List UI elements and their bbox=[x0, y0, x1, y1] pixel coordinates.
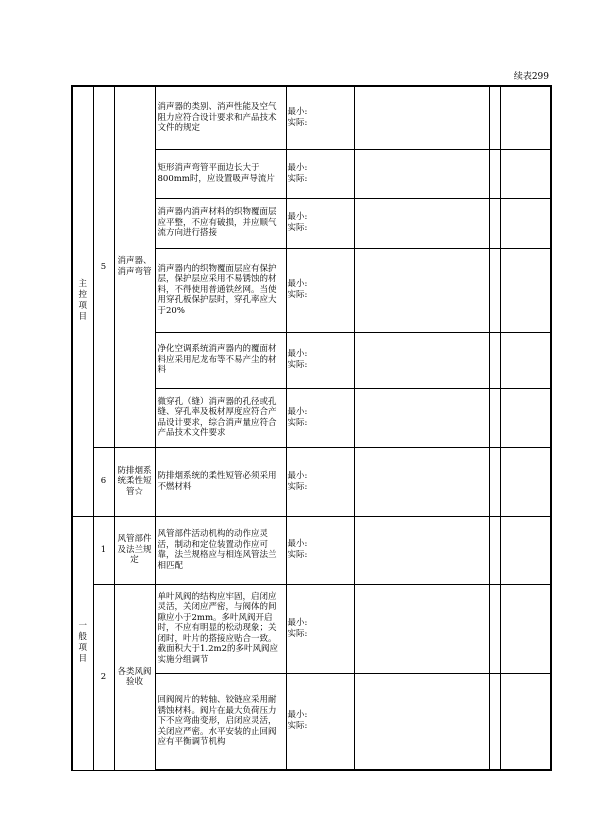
group-name: 各类风阀验收 bbox=[114, 584, 155, 770]
continued-table-label: 续表299 bbox=[513, 72, 549, 82]
table-row bbox=[72, 516, 551, 584]
group-number: 5 bbox=[93, 86, 114, 447]
check-cell: 最小: 实际: bbox=[286, 584, 354, 673]
result-cell[interactable] bbox=[354, 673, 489, 770]
result-cell[interactable] bbox=[354, 388, 489, 447]
requirement-text: 回阀阀片的转轴、铰链应采用耐锈蚀材料。阀片在最大负荷压力下不应弯曲变形，启闭应灵活，关闭应严密。水平安装的止回阀应有平衡调节机构 bbox=[155, 673, 286, 770]
result-cell[interactable] bbox=[354, 149, 489, 198]
mark-cell[interactable] bbox=[489, 332, 500, 388]
table-row bbox=[72, 447, 551, 516]
mark-cell[interactable] bbox=[489, 516, 500, 584]
check-cell: 最小: 实际: bbox=[286, 248, 354, 332]
mark-cell[interactable] bbox=[489, 86, 500, 149]
category-main-control: 主控项目 bbox=[72, 86, 93, 516]
result-cell[interactable] bbox=[354, 447, 489, 516]
remark-cell[interactable] bbox=[500, 198, 551, 248]
mark-cell[interactable] bbox=[489, 447, 500, 516]
result-cell[interactable] bbox=[354, 584, 489, 673]
requirement-text: 矩形消声弯管平面边长大于800mm时，应设置吸声导流片 bbox=[155, 149, 286, 198]
check-cell: 最小: 实际: bbox=[286, 198, 354, 248]
mark-cell[interactable] bbox=[489, 584, 500, 673]
check-cell: 最小: 实际: bbox=[286, 673, 354, 770]
check-cell: 最小: 实际: bbox=[286, 149, 354, 198]
requirement-text: 消声器内消声材料的织物覆面层应平整，不应有破损，并应顺气流方向进行搭接 bbox=[155, 198, 286, 248]
group-name: 风管部件及法兰规定 bbox=[114, 516, 155, 584]
check-cell: 最小: 实际: bbox=[286, 447, 354, 516]
mark-cell[interactable] bbox=[489, 149, 500, 198]
table-row bbox=[72, 584, 551, 673]
check-cell: 最小: 实际: bbox=[286, 516, 354, 584]
result-cell[interactable] bbox=[354, 198, 489, 248]
remark-cell[interactable] bbox=[500, 86, 551, 149]
result-cell[interactable] bbox=[354, 248, 489, 332]
requirement-text: 净化空调系统消声器内的覆面材料应采用尼龙布等不易产尘的材料 bbox=[155, 332, 286, 388]
remark-cell[interactable] bbox=[500, 388, 551, 447]
remark-cell[interactable] bbox=[500, 673, 551, 770]
requirement-text: 微穿孔（缝）消声器的孔径或孔缝、穿孔率及板材厚度应符合产品设计要求，综合消声量应符合产品技术文件要求 bbox=[155, 388, 286, 447]
requirement-text: 消声器的类别、消声性能及空气阻力应符合设计要求和产品技术文件的规定 bbox=[155, 86, 286, 149]
result-cell[interactable] bbox=[354, 332, 489, 388]
inspection-table bbox=[71, 85, 552, 771]
group-name: 消声器、消声弯管 bbox=[114, 86, 155, 447]
mark-cell[interactable] bbox=[489, 198, 500, 248]
remark-cell[interactable] bbox=[500, 332, 551, 388]
requirement-text: 防排烟系统的柔性短管必须采用不燃材料 bbox=[155, 447, 286, 516]
remark-cell[interactable] bbox=[500, 584, 551, 673]
remark-cell[interactable] bbox=[500, 149, 551, 198]
group-number: 6 bbox=[93, 447, 114, 516]
mark-cell[interactable] bbox=[489, 248, 500, 332]
result-cell[interactable] bbox=[354, 516, 489, 584]
requirement-text: 单叶风阀的结构应牢固，启闭应灵活，关闭应严密，与阀体的间隙应小于2mm。多叶风阀开启时，不应有明显的松动现象；关闭时，叶片的搭接应贴合一致。截面积大于1.2m2的多叶风阀应实施分组调节 bbox=[155, 584, 286, 673]
check-cell: 最小: 实际: bbox=[286, 86, 354, 149]
check-cell: 最小: 实际: bbox=[286, 332, 354, 388]
requirement-text: 消声器内的织物覆面层应有保护层，保护层应采用不易锈蚀的材料，不得使用普通铁丝网。当使用穿孔板保护层时，穿孔率应大于20% bbox=[155, 248, 286, 332]
check-cell: 最小: 实际: bbox=[286, 388, 354, 447]
remark-cell[interactable] bbox=[500, 447, 551, 516]
group-number: 2 bbox=[93, 584, 114, 770]
mark-cell[interactable] bbox=[489, 388, 500, 447]
table-row bbox=[72, 86, 551, 149]
group-name: 防排烟系统柔性短管☆ bbox=[114, 447, 155, 516]
mark-cell[interactable] bbox=[489, 673, 500, 770]
remark-cell[interactable] bbox=[500, 516, 551, 584]
result-cell[interactable] bbox=[354, 86, 489, 149]
category-general: 一般项目 bbox=[72, 516, 93, 770]
group-number: 1 bbox=[93, 516, 114, 584]
remark-cell[interactable] bbox=[500, 248, 551, 332]
requirement-text: 风管部件活动机构的动作应灵活，制动和定位装置动作应可靠，法兰规格应与相连风管法兰相匹配 bbox=[155, 516, 286, 584]
